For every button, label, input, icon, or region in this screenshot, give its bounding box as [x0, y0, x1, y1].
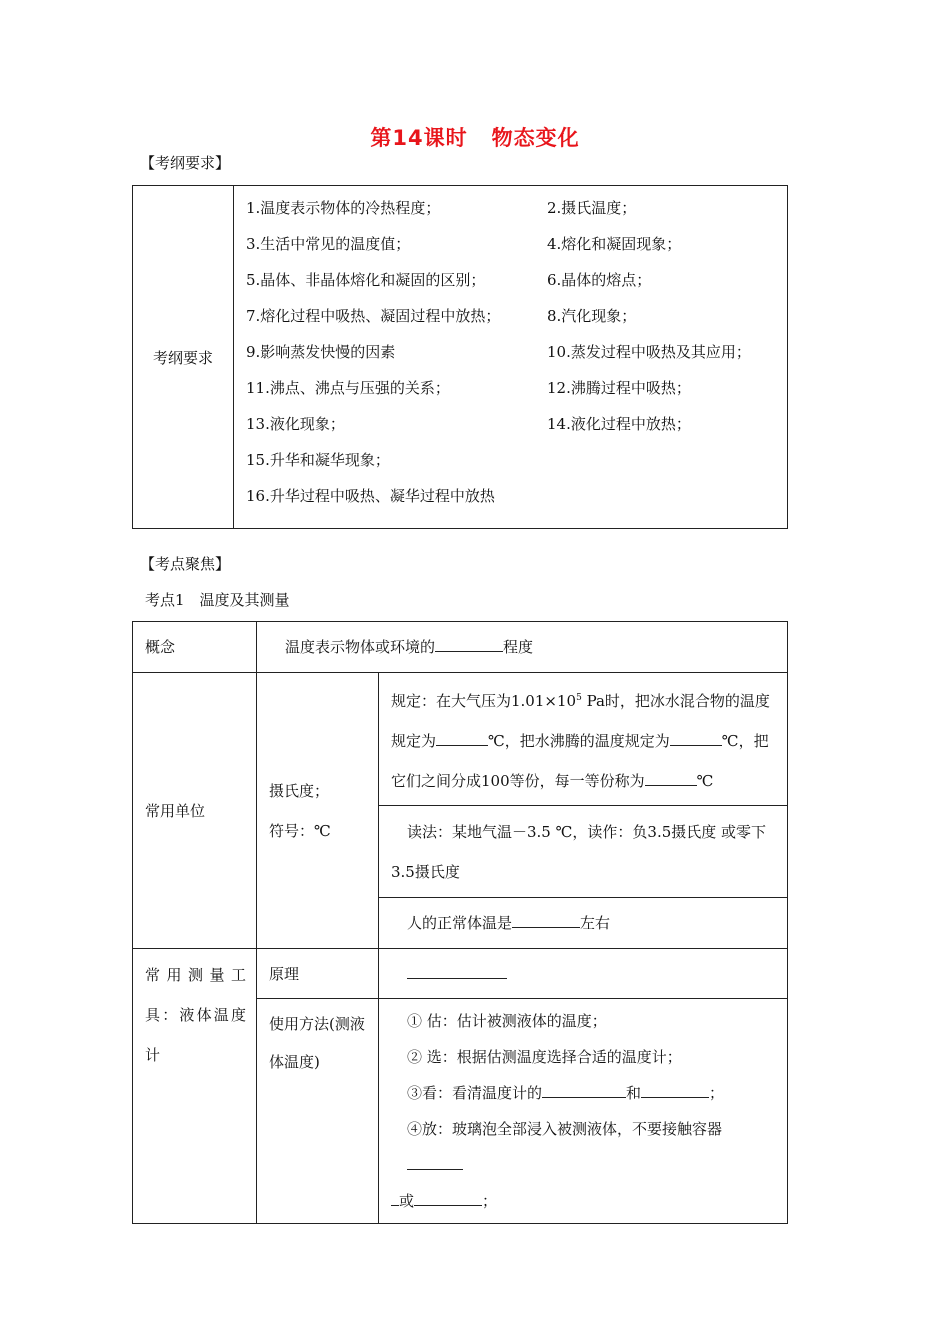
- reading-text: 读法：某地气温－3.5 ℃，读作：负3.5摄氏度 或零下3.5摄氏度: [391, 822, 767, 881]
- reading-cell: [379, 806, 788, 898]
- requirement-item: 7.熔化过程中吸热、凝固过程中放热；: [246, 307, 501, 325]
- requirement-item: 14.液化过程中放热；: [547, 415, 691, 433]
- requirement-item: 5.晶体、非晶体熔化和凝固的区别；: [246, 271, 486, 289]
- answer-blank: [542, 1082, 626, 1098]
- rule-text: 规定：在大气压为1.01×10: [391, 691, 577, 710]
- key-point-1-label: 考点1 温度及其测量: [145, 591, 290, 609]
- unit-header: 常用单位: [133, 673, 257, 949]
- rule-text: Pa时，把冰水混合物的温度规定为: [391, 691, 770, 750]
- concept-text-end: 程度: [503, 638, 534, 656]
- usage-step: ① 估：估计被测液体的温度；: [407, 1012, 607, 1030]
- rule-exponent: 5: [576, 692, 582, 703]
- rule-text: ℃，把它们之间分成100等份，每一等份称为: [391, 731, 769, 790]
- step-text: ③看：看清温度计的: [407, 1084, 543, 1102]
- usage-step: [391, 1075, 777, 1111]
- usage-step: ② 选：根据估测温度选择合适的温度计；: [407, 1048, 682, 1066]
- rule-text: ℃: [696, 771, 714, 790]
- requirement-item: 15.升华和凝华现象；: [246, 451, 390, 469]
- requirement-item: 2.摄氏温度；: [547, 199, 637, 217]
- usage-label: 使用方法(测液体温度): [257, 999, 379, 1224]
- answer-blank: [670, 730, 722, 746]
- body-temp-cell: [379, 898, 788, 949]
- exam-requirements-table: [132, 185, 788, 529]
- answer-blank: [414, 1190, 482, 1206]
- requirement-item: 13.液化现象；: [246, 415, 345, 433]
- answer-blank: [512, 912, 580, 928]
- concept-header: 概念: [133, 622, 257, 673]
- title-topic: 物态变化: [491, 126, 580, 150]
- unit-name-cell: [257, 673, 379, 949]
- step-text: ④放：玻璃泡全部浸入被测液体，不要接触容器: [407, 1120, 723, 1138]
- usage-step: [391, 1111, 777, 1183]
- usage-steps-cell: [379, 999, 788, 1224]
- requirement-item: 1.温度表示物体的冷热程度；: [246, 199, 441, 217]
- step-text: ；: [482, 1192, 498, 1210]
- step-text: ；: [709, 1084, 725, 1102]
- requirement-item: 4.熔化和凝固现象；: [547, 235, 682, 253]
- requirement-item: 9.影响蒸发快慢的因素: [246, 343, 396, 361]
- body-temp-text-end: 左右: [580, 914, 611, 932]
- requirement-item: 12.沸腾过程中吸热；: [547, 379, 691, 397]
- step-text: 和: [626, 1084, 642, 1102]
- requirement-item: 3.生活中常见的温度值；: [246, 235, 411, 253]
- principle-label: 原理: [257, 949, 379, 999]
- requirement-item: 8.汽化现象；: [547, 307, 637, 325]
- unit-name: 摄氏度；: [269, 781, 330, 800]
- answer-blank: [407, 1154, 463, 1170]
- exam-requirements-header: 考纲要求: [133, 186, 234, 529]
- answer-blank: [407, 963, 507, 979]
- requirement-item: 11.沸点、沸点与压强的关系；: [246, 379, 450, 397]
- requirement-item: 6.晶体的熔点；: [547, 271, 652, 289]
- unit-symbol: 符号：℃: [269, 821, 331, 840]
- section-exam-requirements-label: 【考纲要求】: [140, 154, 231, 172]
- section-key-points-label: 【考点聚焦】: [140, 555, 231, 573]
- title-lesson: 第14课时: [370, 126, 468, 150]
- requirement-item: 16.升华过程中吸热、凝华过程中放热: [246, 487, 495, 505]
- principle-cell: [379, 949, 788, 999]
- answer-blank: [391, 1190, 399, 1206]
- requirements-list: [246, 190, 787, 514]
- requirement-item: [547, 442, 787, 478]
- temperature-table: [132, 621, 788, 1224]
- usage-step-continued: [391, 1183, 777, 1219]
- body-temp-text: 人的正常体温是: [407, 914, 513, 932]
- tool-header: 常用测量工具：液体温度计: [133, 949, 257, 1224]
- step-text: 或: [399, 1192, 415, 1210]
- answer-blank: [641, 1082, 709, 1098]
- unit-rule-cell: [379, 673, 788, 806]
- answer-blank: [435, 636, 503, 652]
- rule-text: ℃，把水沸腾的温度规定为: [488, 731, 670, 750]
- requirement-item: 10.蒸发过程中吸热及其应用；: [547, 343, 751, 361]
- concept-cell: [257, 622, 788, 673]
- answer-blank: [645, 770, 697, 786]
- concept-text: 温度表示物体或环境的: [285, 638, 436, 656]
- answer-blank: [436, 730, 488, 746]
- page-title: [0, 122, 950, 152]
